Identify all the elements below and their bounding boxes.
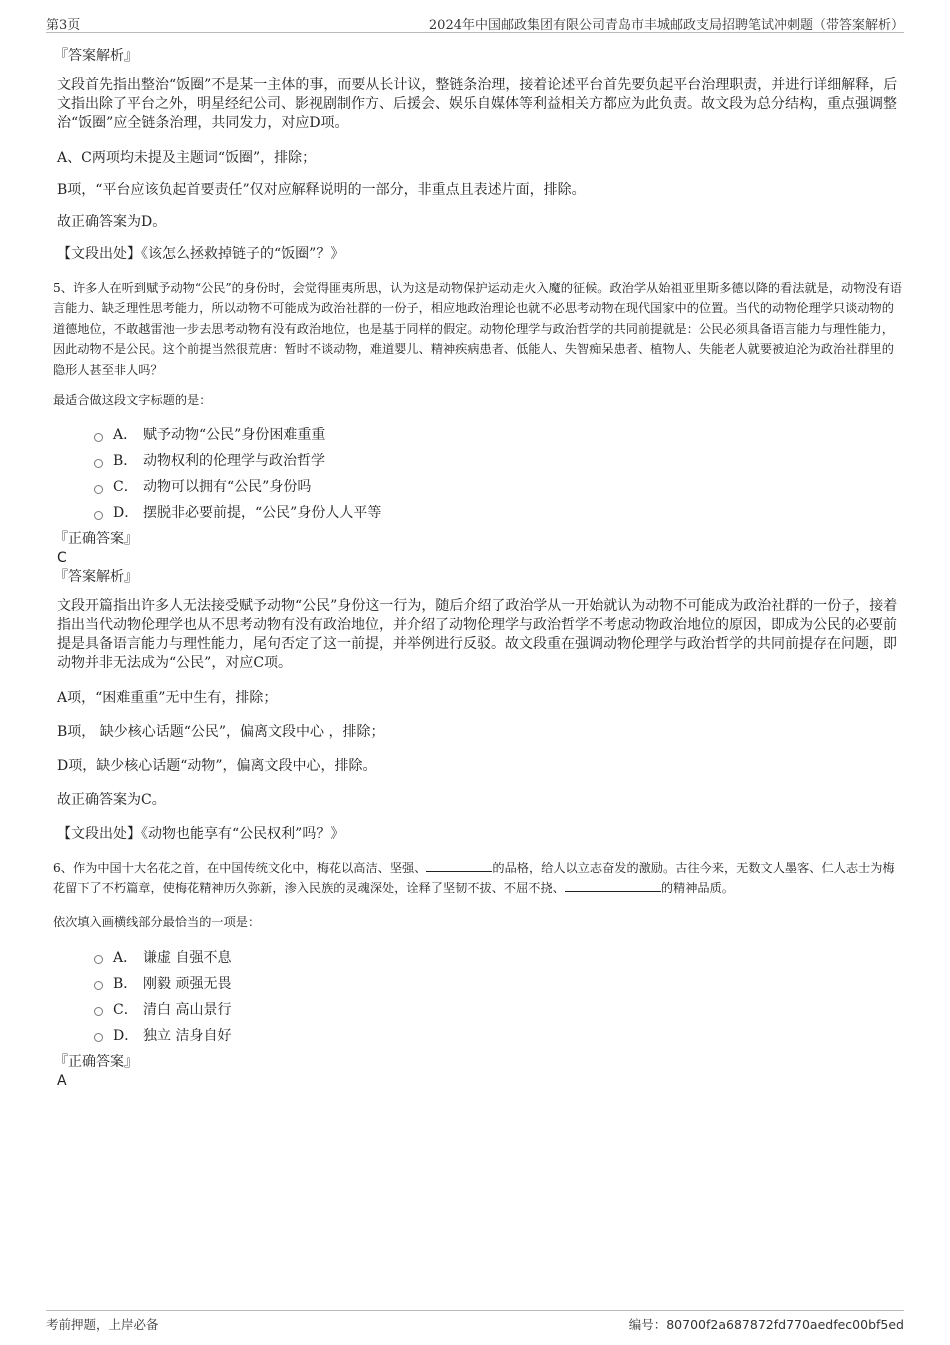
option-d[interactable]: D． 独立 洁身自好 (94, 1022, 904, 1048)
analysis-note: 故正确答案为C。 (57, 792, 166, 809)
option-a[interactable]: A． 赋予动物“公民”身份困难重重 (94, 421, 904, 447)
question-6-options (57, 944, 904, 1048)
option-a[interactable]: A． 谦虚 自强不息 (94, 944, 904, 970)
analysis-note: D项，缺少核心话题“动物”，偏离文段中心，排除。 (57, 758, 377, 775)
analysis-note: A项，“困难重重”无中生有，排除； (57, 690, 278, 707)
analysis-note: B项，“平台应该负起首要责任”仅对应解释说明的一部分，非重点且表述片面，排除。 (57, 182, 586, 198)
option-b[interactable]: B． 刚毅 顽强无畏 (94, 970, 904, 996)
page-content (53, 46, 904, 1090)
fill-blank-1 (426, 859, 492, 872)
correct-answer-label: 『正确答案』 (54, 531, 138, 548)
radio-button-icon[interactable] (94, 1033, 103, 1042)
analysis-text: 文段首先指出整治“饭圈”不是某一主体的事，而要从长计议，整链条治理，接着论述平台首先要负起平台治理职责，并进行详细解释，后文指出除了平台之外，明星经纪公司、影视剧制作方、后援会、娱乐自媒体等利益相关方都应为此负责。故文段为总分结构，重点强调整治“饭圈”应全链条治理，共同发力，对应D项。 (57, 77, 898, 131)
radio-button-icon[interactable] (94, 433, 103, 442)
analysis-note: B项， 缺少核心话题“公民”，偏离文段中心 ，排除； (57, 724, 385, 741)
question-6-text: 6、作为中国十大名花之首，在中国传统文化中，梅花以高洁、坚强、 的品格，给人以立志奋发的激励。古往今来，无数文人墨客、仁人志士为梅花留下了不朽篇章，使梅花精神历久弥新，渗入民族的灵魂深处，诠释了坚韧不拔、不屈不挠、 的精神品质。 (53, 861, 895, 896)
radio-button-icon[interactable] (94, 511, 103, 520)
correct-answer: C (57, 550, 67, 567)
page-footer (46, 1310, 904, 1333)
document-code: 编号：80700f2a687872fd770aedfec00bf5ed (628, 1317, 904, 1332)
question-5-text: 5、许多人在听到赋予动物“公民”的身份时，会觉得匪夷所思，认为这是动物保护运动走火入魔的征候。政治学从始祖亚里斯多德以降的看法就是，动物没有语言能力、缺乏理性思考能力，所以动物不可能成为政治社群的一份子，相应地政治理论也就不必思考动物在现代国家中的位置。当代的动物伦理学只谈动物的道德地位，不敢越雷池一步去思考动物有没有政治地位，也是基于同样的假定。动物伦理学与政治哲学的共同前提就是：公民必须具备语言能力与理性能力，因此动物不是公民。这个前提当然很荒唐：暂时不谈动物，难道婴儿、精神疾病患者、低能人、失智痴呆患者、植物人、失能老人就要被迫沦为政治社群里的隐形人甚至非人吗？ (53, 281, 902, 377)
page-header (46, 14, 904, 33)
footer-slogan: 考前押题，上岸必备 (46, 1317, 159, 1332)
option-b[interactable]: B． 动物权利的伦理学与政治哲学 (94, 447, 904, 473)
question-5-options (57, 421, 904, 525)
page-number: 第3页 (46, 18, 81, 33)
option-c[interactable]: C． 动物可以拥有“公民”身份吗 (94, 473, 904, 499)
fill-blank-2 (565, 879, 661, 892)
analysis-text: 文段开篇指出许多人无法接受赋予动物“公民”身份这一行为，随后介绍了政治学从一开始就认为动物不可能成为政治社群的一份子，接着指出当代动物伦理学也从不思考动物有没有政治地位，并介绍了动物伦理学与政治哲学不考虑动物政治地位的原因，即成为公民的必要前提是具备语言能力与理性能力，尾句否定了这一前提，并举例进行反驳。故文段重在强调动物伦理学与政治哲学的共同前提存在问题，即动物并非无法成为“公民”，对应C项。 (57, 598, 898, 672)
option-d[interactable]: D． 摆脱非必要前提，“公民”身份人人平等 (94, 499, 904, 525)
source-note: 【文段出处】《动物也能享有“公民权利”吗？》 (57, 826, 345, 843)
correct-answer-label: 『正确答案』 (54, 1053, 138, 1070)
option-c[interactable]: C． 清白 高山景行 (94, 996, 904, 1022)
analysis-note: A、C两项均未提及主题词“饭圈”，排除； (57, 150, 317, 166)
document-title: 2024年中国邮政集团有限公司青岛市丰城邮政支局招聘笔试冲刺题（带答案解析） (428, 18, 904, 33)
radio-button-icon[interactable] (94, 459, 103, 468)
source-note: 【文段出处】《该怎么拯救掉链子的“饭圈”？》 (57, 246, 345, 262)
analysis-note: 故正确答案为D。 (57, 214, 167, 230)
radio-button-icon[interactable] (94, 1007, 103, 1016)
question-5-prompt: 最适合做这段文字标题的是： (53, 393, 212, 408)
radio-button-icon[interactable] (94, 485, 103, 494)
radio-button-icon[interactable] (94, 955, 103, 964)
question-6-prompt: 依次填入画横线部分最恰当的一项是： (53, 914, 261, 929)
radio-button-icon[interactable] (94, 981, 103, 990)
correct-answer: A (57, 1072, 67, 1089)
analysis-label: 『答案解析』 (54, 48, 138, 64)
analysis-label: 『答案解析』 (54, 569, 138, 586)
